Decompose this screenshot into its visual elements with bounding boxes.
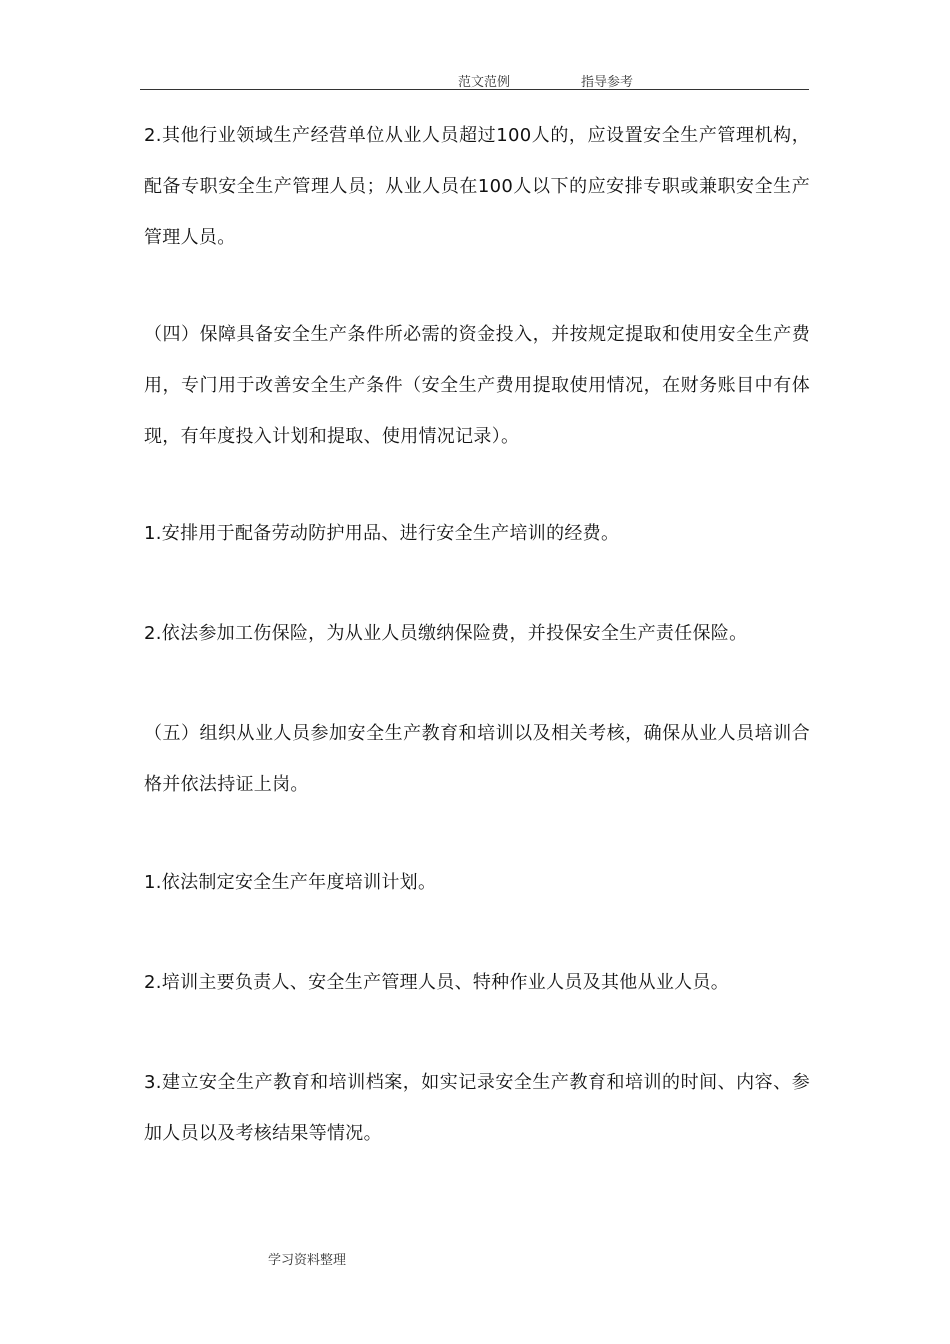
paragraph-annual-training-plan: 1.依法制定安全生产年度培训计划。 (144, 872, 437, 893)
paragraph-work-injury-insurance: 2.依法参加工伤保险，为从业人员缴纳保险费，并投保安全生产责任保险。 (144, 623, 748, 644)
header-left-text: 范文范例 (458, 75, 511, 90)
page-footer-note: 学习资料整理 (268, 1253, 347, 1268)
header-right-text: 指导参考 (581, 75, 634, 90)
paragraph-section-five-training: （五）组织从业人员参加安全生产教育和培训以及相关考核，确保从业人员培训合格并依法持证上岗。 (144, 723, 810, 795)
page-header (140, 68, 809, 90)
paragraph-staffing-requirements: 2.其他行业领域生产经营单位从业人员超过100人的，应设置安全生产管理机构，配备专职安全生产管理人员；从业人员在100人以下的应安排专职或兼职安全生产管理人员。 (144, 125, 810, 248)
paragraph-protective-equipment-funds: 1.安排用于配备劳动防护用品、进行安全生产培训的经费。 (144, 523, 620, 544)
paragraph-training-records: 3.建立安全生产教育和培训档案，如实记录安全生产教育和培训的时间、内容、参加人员以及考核结果等情况。 (144, 1072, 810, 1144)
paragraph-section-four-funding: （四）保障具备安全生产条件所必需的资金投入，并按规定提取和使用安全生产费用，专门用于改善安全生产条件（安全生产费用提取使用情况，在财务账目中有体现，有年度投入计划和提取、使用情况记录）。 (144, 324, 810, 447)
paragraph-training-personnel: 2.培训主要负责人、安全生产管理人员、特种作业人员及其他从业人员。 (144, 972, 730, 993)
